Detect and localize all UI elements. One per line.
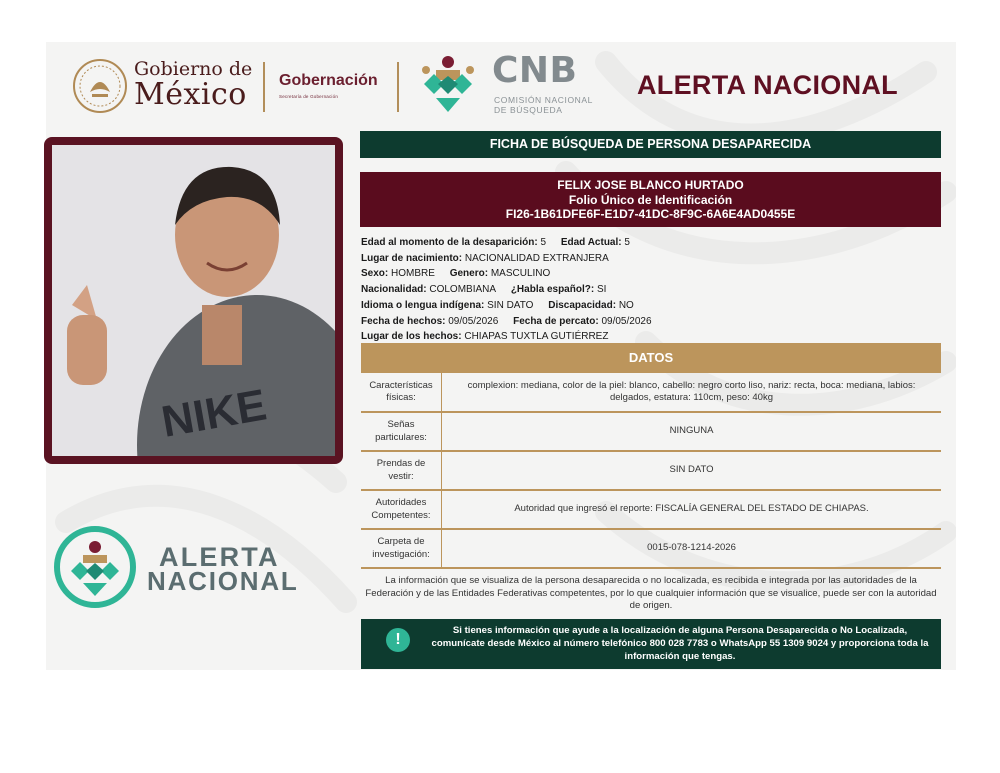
value-edad-desaparicion: 5 xyxy=(540,237,547,248)
row-value: 0015-078-1214-2026 xyxy=(647,542,736,554)
value-sexo: HOMBRE xyxy=(391,268,435,280)
contact-text: Si tienes información que ayude a la localización de alguna Persona Desaparecida o No Localizada, comunícate desde México al número telefónico 800 028 7783 o WhatsApp 55 1309 9024 y proporciona toda la información que tengas. xyxy=(431,625,929,662)
missing-person-photo xyxy=(52,145,335,456)
disclaimer-text: La información que se visualiza de la persona desaparecida o no localizada, es recibida e integrada por las autoridades de la Federación y de las Entidades Federativas competentes, por lo que cualquier información que se visualice, puede ser con la autoridad de origen. xyxy=(365,575,937,612)
value-fecha-percato: 09/05/2026 xyxy=(601,315,652,327)
gobernacion-logo: Gobernación xyxy=(279,72,378,89)
label-fecha-hechos: Fecha de hechos: xyxy=(361,315,446,327)
row-value: SIN DATO xyxy=(669,464,714,476)
row-label: Carpeta de investigación: xyxy=(361,530,442,567)
value-discapacidad: NO xyxy=(618,299,634,311)
row-label: Señas particulares: xyxy=(361,413,442,450)
gobierno-de-mexico-logo xyxy=(134,60,252,110)
name-bar xyxy=(360,172,941,227)
label-lugar-hechos: Lugar de los hechos: xyxy=(361,331,462,343)
escudo-nacional-seal xyxy=(72,58,128,114)
cnb-wordmark: CNB xyxy=(492,50,578,91)
row-divider xyxy=(361,567,941,569)
table-row xyxy=(361,373,941,411)
table-row xyxy=(361,491,941,528)
cnb-logo-icon xyxy=(412,48,484,120)
info-line-nacimiento xyxy=(361,251,652,267)
label-lugar-nacimiento: Lugar de nacimiento: xyxy=(361,252,463,264)
alerta-nacional-title: ALERTA NACIONAL xyxy=(637,70,898,100)
label-nacionalidad: Nacionalidad: xyxy=(361,284,427,296)
label-edad-desaparicion: Edad al momento de la desaparición: xyxy=(361,237,538,248)
header-divider xyxy=(263,62,265,112)
gobierno-line2: México xyxy=(134,77,247,112)
value-fecha-hechos: 09/05/2026 xyxy=(448,315,499,327)
label-fecha-percato: Fecha de percato: xyxy=(513,315,599,327)
info-line-nacionalidad xyxy=(361,282,652,298)
label-idioma: Idioma o lengua indígena: xyxy=(361,299,485,311)
info-line-fechas xyxy=(361,314,652,330)
folio-id: FI26-1B61DFE6F-E1D7-41DC-8F9C-6A6E4AD0455E xyxy=(505,207,796,221)
info-line-sexo xyxy=(361,266,652,282)
ficha-title-bar: FICHA DE BÚSQUEDA DE PERSONA DESAPARECIDA xyxy=(360,131,941,158)
label-sexo: Sexo: xyxy=(361,268,389,280)
alerta-nacional-logo-icon xyxy=(53,525,137,609)
person-name: FELIX JOSE BLANCO HURTADO xyxy=(557,178,744,192)
table-row xyxy=(361,413,941,450)
table-row xyxy=(361,452,941,489)
gobierno-line1: Gobierno de xyxy=(134,58,253,80)
row-label: Autoridades Competentes: xyxy=(361,491,442,528)
svg-text:NIKE: NIKE xyxy=(158,380,271,447)
row-value: complexion: mediana, color de la piel: blanco, cabello: negro corto liso, nariz: recta, boca: mediana, labios: delgados, estatura: 110cm, peso: 40kg xyxy=(467,379,916,403)
datos-header: DATOS xyxy=(361,343,941,373)
cnb-sub-line2: DE BÚSQUEDA xyxy=(494,104,563,115)
gobernacion-sub: Secretaría de Gobernación xyxy=(279,94,339,99)
row-label: Prendas de vestir: xyxy=(361,452,442,489)
value-lugar-nacimiento: NACIONALIDAD EXTRANJERA xyxy=(464,252,609,264)
value-idioma: SIN DATO xyxy=(487,299,534,311)
row-value: NINGUNA xyxy=(669,425,714,437)
cnb-sub-line1: COMISIÓN NACIONAL xyxy=(494,95,593,105)
table-row xyxy=(361,530,941,567)
nacional-wordmark: NACIONAL xyxy=(147,566,299,596)
info-line-edad xyxy=(361,235,652,251)
label-habla-espanol: ¿Habla español?: xyxy=(510,284,595,296)
value-genero: MASCULINO xyxy=(490,268,551,280)
info-line-idioma xyxy=(361,298,652,314)
cnb-subtitle xyxy=(494,96,593,116)
row-value: Autoridad que ingresó el reporte: FISCALÍA GENERAL DEL ESTADO DE CHIAPAS. xyxy=(514,503,869,515)
label-genero: Genero: xyxy=(449,268,489,280)
value-lugar-hechos: CHIAPAS TUXTLA GUTIÉRREZ xyxy=(464,331,609,343)
exclamation-icon: ! xyxy=(386,628,410,652)
folio-label: Folio Único de Identificación xyxy=(568,192,733,207)
label-edad-actual: Edad Actual: xyxy=(560,237,622,248)
value-habla-espanol: SI xyxy=(596,284,607,296)
alerta-wordmark: ALERTA xyxy=(159,542,280,572)
label-discapacidad: Discapacidad: xyxy=(548,299,617,311)
value-nacionalidad: COLOMBIANA xyxy=(429,284,497,296)
row-label: Características físicas: xyxy=(361,373,442,411)
value-edad-actual: 5 xyxy=(624,237,630,248)
header-divider xyxy=(397,62,399,112)
person-info xyxy=(361,235,652,345)
